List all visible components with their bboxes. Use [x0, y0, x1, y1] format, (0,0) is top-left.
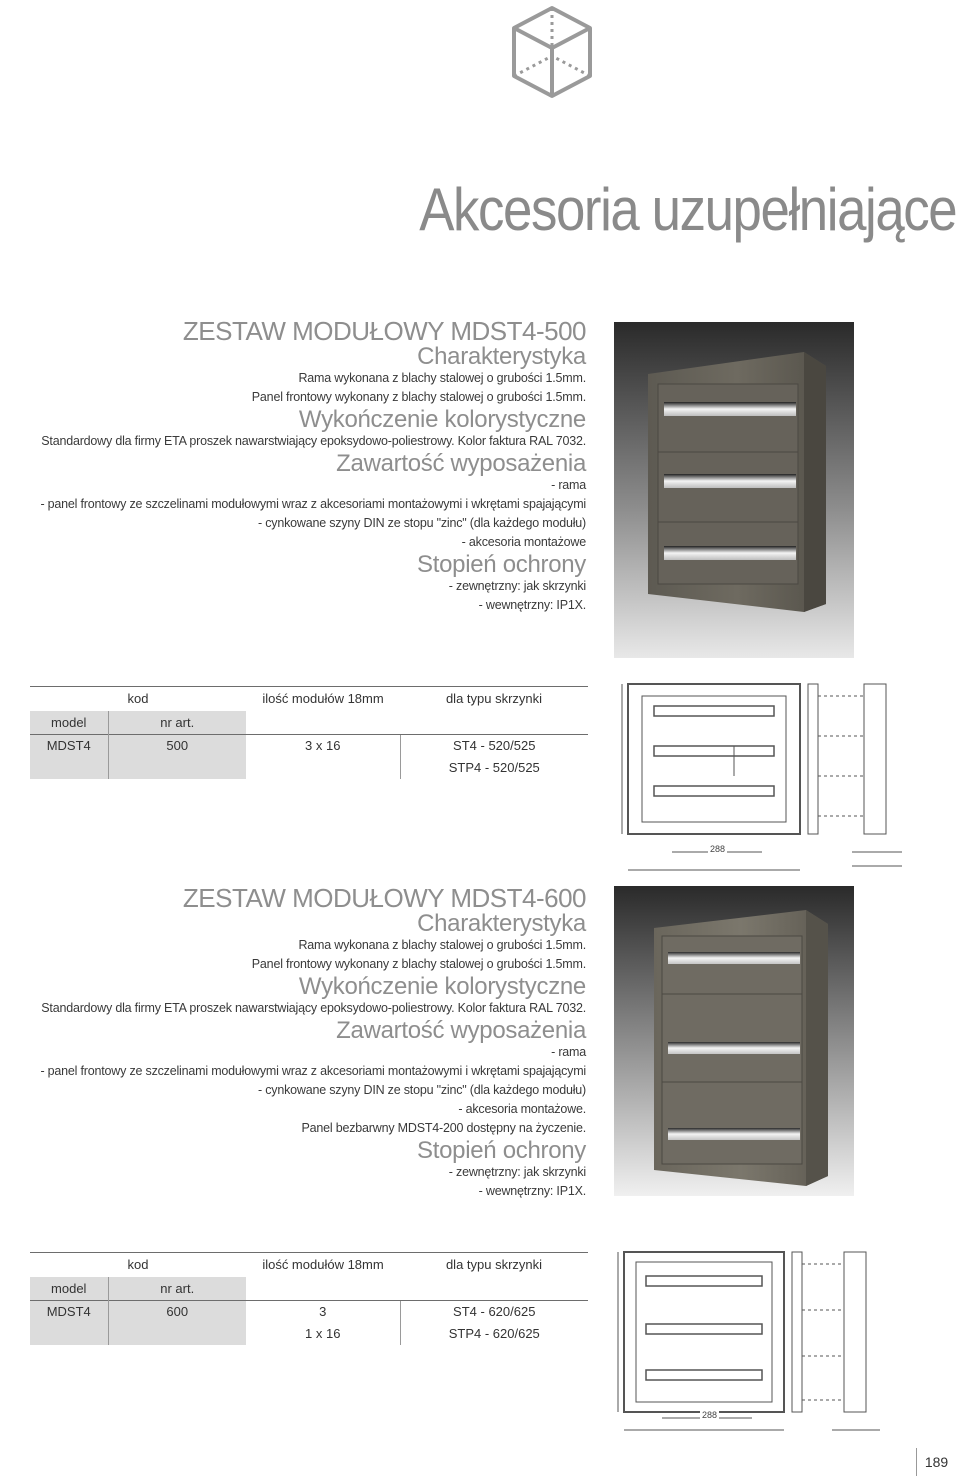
spec-line: - panel frontowy ze szczelinami modułowymi wraz z akcesoriami montażowymi i wkrętami spajającymi [40, 497, 586, 511]
section-title: ZESTAW MODUŁOWY MDST4-600 [182, 883, 586, 913]
protection-heading: Stopień ochrony [417, 551, 586, 578]
spec-line: - zewnętrzny: jak skrzynki [448, 1165, 586, 1179]
spec-line: - wewnętrzny: IP1X. [478, 1184, 586, 1198]
dimension-label: 288 [710, 844, 726, 854]
section-1-spec [6, 318, 586, 615]
header-model: model [30, 711, 108, 735]
cell-modules: 3 x 16 [246, 735, 400, 757]
spec-line: - rama [551, 1045, 586, 1059]
cell-type: STP4 - 620/625 [400, 1323, 588, 1345]
spec-line: Panel bezbarwny MDST4-200 dostępny na życzenie. [301, 1121, 586, 1135]
cell-model: MDST4 [30, 735, 108, 757]
section-title: ZESTAW MODUŁOWY MDST4-500 [182, 316, 586, 346]
header-modules: ilość modułów 18mm [246, 687, 400, 711]
spec-line: - zewnętrzny: jak skrzynki [448, 579, 586, 593]
contents-heading: Zawartość wyposażenia [336, 1017, 586, 1044]
header-kod: kod [30, 687, 246, 711]
dimension-label: 288 [702, 1410, 718, 1420]
cell-modules: 1 x 16 [305, 1326, 341, 1341]
spec-table-2 [30, 1252, 588, 1345]
spec-line: - cynkowane szyny DIN ze stopu "zinc" (dla każdego modułu) [258, 516, 586, 530]
spec-line: - panel frontowy ze szczelinami modułowymi wraz z akcesoriami montażowymi i wkrętami spajającymi [40, 1064, 586, 1078]
cell-nr: 600 [108, 1301, 246, 1323]
spec-line: - wewnętrzny: IP1X. [478, 598, 586, 612]
contents-heading: Zawartość wyposażenia [336, 450, 586, 477]
spec-line: Standardowy dla firmy ETA proszek nawarstwiający epoksydowo-poliestrowy. Kolor faktura RAL 7032. [41, 434, 586, 448]
protection-heading: Stopień ochrony [417, 1137, 586, 1164]
spec-line: Rama wykonana z blachy stalowej o grubości 1.5mm. [298, 371, 586, 385]
characteristics-heading: Charakterystyka [417, 343, 586, 370]
product-photo [614, 886, 854, 1196]
table-row [30, 1301, 588, 1323]
cell-model: MDST4 [30, 1301, 108, 1323]
finish-heading: Wykończenie kolorystyczne [298, 973, 586, 1000]
spec-line: Panel frontowy wykonany z blachy stalowej o grubości 1.5mm. [251, 390, 586, 404]
page-number: 189 [916, 1448, 956, 1476]
table-row [30, 1323, 588, 1345]
header-modules: ilość modułów 18mm [246, 1253, 400, 1277]
spec-table-1 [30, 686, 588, 779]
spec-line: - akcesoria montażowe [461, 535, 586, 549]
page-title: Akcesoria uzupełniające [418, 176, 956, 243]
spec-line: Panel frontowy wykonany z blachy stalowej o grubości 1.5mm. [251, 957, 586, 971]
spec-line: - cynkowane szyny DIN ze stopu "zinc" (dla każdego modułu) [258, 1083, 586, 1097]
header-model: model [30, 1277, 108, 1301]
spec-line: - akcesoria montażowe. [458, 1102, 586, 1116]
finish-heading: Wykończenie kolorystyczne [298, 406, 586, 433]
spec-line: Standardowy dla firmy ETA proszek nawarstwiający epoksydowo-poliestrowy. Kolor faktura RAL 7032. [41, 1001, 586, 1015]
product-photo [614, 322, 854, 658]
table-row [30, 757, 588, 779]
cell-nr: 500 [108, 735, 246, 757]
spec-line: Rama wykonana z blachy stalowej o grubości 1.5mm. [298, 938, 586, 952]
technical-drawing-2 [612, 1244, 886, 1440]
header-type: dla typu skrzynki [400, 687, 588, 711]
cell-type: ST4 - 620/625 [400, 1301, 588, 1323]
technical-drawing-1 [612, 676, 910, 872]
header-type: dla typu skrzynki [400, 1253, 588, 1277]
spec-line: - rama [551, 478, 586, 492]
cell-type: ST4 - 520/525 [400, 735, 588, 757]
header-nr: nr art. [108, 711, 246, 735]
characteristics-heading: Charakterystyka [417, 910, 586, 937]
logo-cube-icon [508, 2, 596, 102]
header-kod: kod [30, 1253, 246, 1277]
section-2-spec [6, 885, 586, 1201]
cell-modules: 3 [246, 1301, 400, 1323]
header-nr: nr art. [108, 1277, 246, 1301]
table-row [30, 735, 588, 757]
cell-type: STP4 - 520/525 [400, 757, 588, 779]
